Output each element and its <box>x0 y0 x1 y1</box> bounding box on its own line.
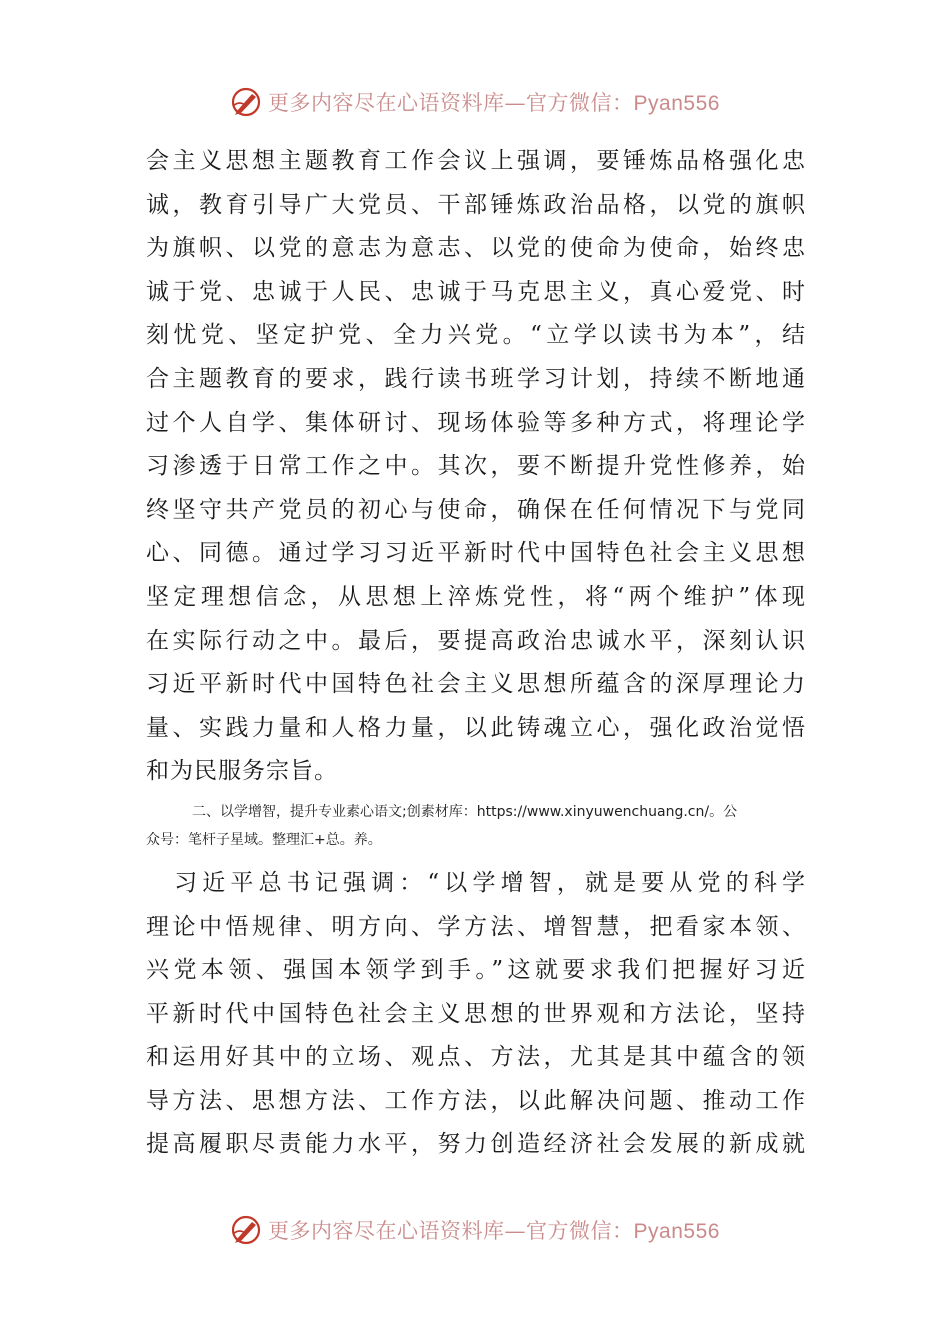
text-line: 习近平新时代中国特色社会主义思想所蕴含的深厚理论力 <box>146 671 806 698</box>
paragraph-1 <box>146 140 806 794</box>
footer-banner <box>0 1210 950 1250</box>
text-line: 量、实践力量和人格力量，以此铸魂立心，强化政治觉悟 <box>146 714 806 741</box>
header-banner <box>0 82 950 122</box>
document-body <box>146 140 806 1167</box>
paragraph-2 <box>146 862 806 1167</box>
text-line: 为旗帜、以党的意志为意志、以党的使命为使命，始终忠 <box>146 235 806 262</box>
text-line: 兴党本领、强国本领学到手。”这就要求我们把握好习近 <box>146 957 806 984</box>
text-line: 平新时代中国特色社会主义思想的世界观和方法论，坚持 <box>146 1000 806 1027</box>
text-line: 提高履职尽责能力水平，努力创造经济社会发展的新成就 <box>146 1131 806 1158</box>
header-wechat-id: Pyan556 <box>633 92 720 115</box>
text-line: 合主题教育的要求，践行读书班学习计划，持续不断地通 <box>146 365 806 392</box>
text-line: 在实际行动之中。最后，要提高政治忠诚水平，深刻认识 <box>146 627 806 654</box>
text-line: 理论中悟规律、明方向、学方法、增智慧，把看家本领、 <box>146 913 806 940</box>
pen-logo-icon <box>230 1214 262 1246</box>
footer-wechat-id: Pyan556 <box>633 1220 720 1243</box>
text-line: 导方法、思想方法、工作方法，以此解决问题、推动工作 <box>146 1087 806 1114</box>
text-line: 和为民服务宗旨。 <box>146 758 338 785</box>
text-line: 终坚守共产党员的初心与使命，确保在任何情况下与党同 <box>146 496 806 523</box>
header-banner-text: 更多内容尽在心语资料库—官方微信：Pyan556 <box>268 91 720 115</box>
section-heading-line: 二、以学增智，提升专业素心语文;创素材库：https://www.xinyuwenchuang.cn/。公 <box>192 803 738 820</box>
text-line: 心、同德。通过学习习近平新时代中国特色社会主义思想 <box>146 540 806 567</box>
text-line: 习渗透于日常工作之中。其次，要不断提升党性修养，始 <box>146 453 806 480</box>
text-line: 刻忧党、坚定护党、全力兴党。“立学以读书为本”，结 <box>146 322 806 349</box>
section-heading <box>146 798 806 854</box>
text-line: 和运用好其中的立场、观点、方法，尤其是其中蕴含的领 <box>146 1044 806 1071</box>
text-line: 习近平总书记强调：“以学增智，就是要从党的科学 <box>146 869 806 896</box>
text-line: 过个人自学、集体研讨、现场体验等多种方式，将理论学 <box>146 409 806 436</box>
footer-banner-text: 更多内容尽在心语资料库—官方微信：Pyan556 <box>268 1219 720 1243</box>
text-line: 诚，教育引导广大党员、干部锤炼政治品格，以党的旗帜 <box>146 191 806 218</box>
text-line: 诚于党、忠诚于人民、忠诚于马克思主义，真心爱党、时 <box>146 278 806 305</box>
text-line: 会主义思想主题教育工作会议上强调，要锤炼品格强化忠 <box>146 148 806 174</box>
pen-logo-icon <box>230 86 262 118</box>
text-line: 坚定理想信念，从思想上淬炼党性，将“两个维护”体现 <box>146 583 806 610</box>
section-heading-line: 众号：笔杆子星域。整理汇+总。养。 <box>146 831 382 848</box>
